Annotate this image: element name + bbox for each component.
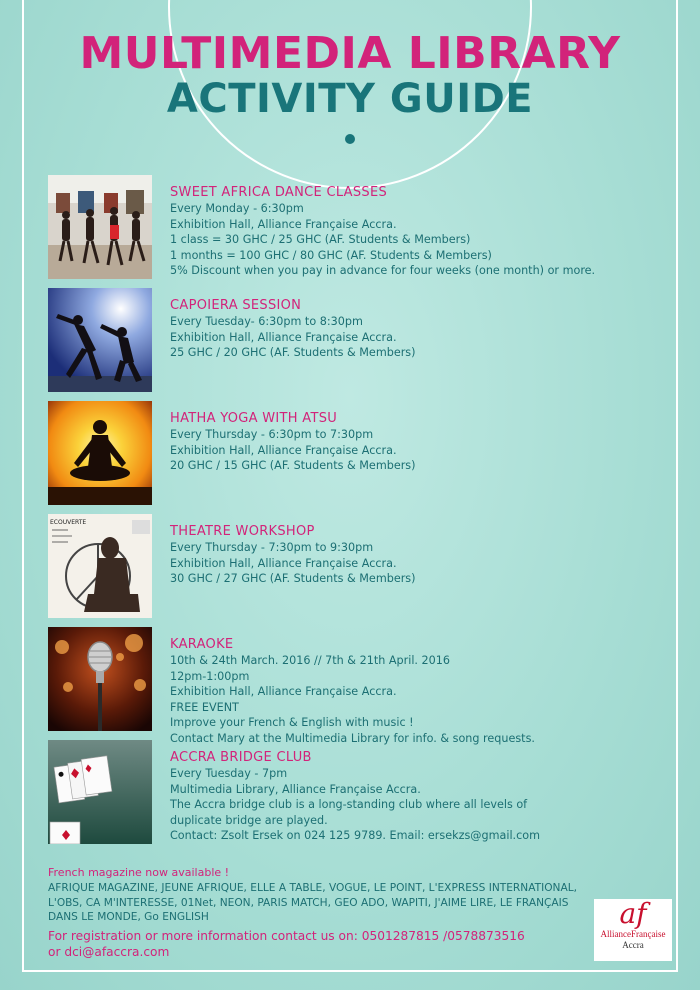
event-dates: 10th & 24th March. 2016 // 7th & 21th April. 2016 bbox=[170, 654, 451, 667]
event-yoga bbox=[48, 401, 668, 505]
logo-name: AllianceFrançaise bbox=[600, 929, 666, 939]
event-note: Improve your French & English with music ! bbox=[170, 716, 414, 730]
event-title: THEATRE WORKSHOP bbox=[170, 524, 315, 539]
event-price: 1 class = 30 GHC / 25 GHC (AF. Students & Members) bbox=[170, 233, 471, 247]
event-location: Multimedia Library, Alliance Française Accra. bbox=[170, 782, 421, 796]
logo-mark: af bbox=[619, 897, 647, 930]
event-location: Exhibition Hall, Alliance Française Accra. bbox=[170, 443, 397, 457]
event-price: 25 GHC / 20 GHC (AF. Students & Members) bbox=[170, 346, 416, 360]
event-contact: Contact Mary at the Multimedia Library for info. & song requests. bbox=[170, 731, 535, 745]
magazine-list: AFRIQUE MAGAZINE, JEUNE AFRIQUE, ELLE A TABLE, VOGUE, LE POINT, L'EXPRESS INTERNATIONAL, L'OBS, CA M'INTERESSE, 01Net, NEON, PARIS MATCH, GEO ADO, WAPITI, J'AIME LIRE, LE FRANÇAIS DANS LE MONDE, Go ENGLISH bbox=[48, 882, 577, 923]
event-contact: Contact: Zsolt Ersek on 024 125 9789. Email: ersekzs@gmail.com bbox=[170, 829, 540, 843]
header-dot bbox=[345, 134, 355, 144]
event-note: 5% Discount when you pay in advance for four weeks (one month) or more. bbox=[170, 264, 596, 278]
event-description: The Accra bridge club is a long-standing club where all levels of bbox=[170, 798, 528, 812]
event-title: HATHA YOGA WITH ATSU bbox=[170, 411, 338, 426]
event-schedule: Every Tuesday - 7pm bbox=[170, 767, 288, 780]
event-price: 20 GHC / 15 GHC (AF. Students & Members) bbox=[170, 459, 416, 473]
event-price: 30 GHC / 27 GHC (AF. Students & Members) bbox=[170, 572, 416, 586]
poster-text: ECOUVERTE bbox=[50, 519, 87, 526]
contact-info bbox=[48, 928, 588, 960]
event-theatre bbox=[48, 514, 668, 618]
capoeira-photo bbox=[48, 288, 152, 392]
event-karaoke bbox=[48, 627, 668, 745]
playing-cards-photo bbox=[48, 740, 152, 844]
event-location: Exhibition Hall, Alliance Française Accra. bbox=[170, 556, 397, 570]
microphone-photo bbox=[48, 627, 152, 731]
page-subtitle: ACTIVITY GUIDE bbox=[166, 76, 534, 122]
theatre-poster bbox=[48, 514, 152, 618]
event-capoeira bbox=[48, 288, 668, 392]
contact-email: or dci@afaccra.com bbox=[48, 945, 170, 959]
event-location: Exhibition Hall, Alliance Française Accra. bbox=[170, 217, 397, 231]
logo-city: Accra bbox=[622, 940, 644, 950]
page-title: MULTIMEDIA LIBRARY bbox=[79, 28, 621, 79]
event-schedule: Every Thursday - 7:30pm to 9:30pm bbox=[170, 541, 374, 554]
contact-phone: For registration or more information contact us on: 0501287815 /0578873516 bbox=[48, 929, 525, 943]
event-title: SWEET AFRICA DANCE CLASSES bbox=[170, 185, 388, 200]
event-schedule: Every Tuesday- 6:30pm to 8:30pm bbox=[170, 315, 363, 328]
alliance-francaise-logo bbox=[594, 899, 672, 961]
dance-class-photo bbox=[48, 175, 152, 279]
event-title: ACCRA BRIDGE CLUB bbox=[170, 750, 312, 765]
event-title: KARAOKE bbox=[170, 637, 234, 652]
event-schedule: Every Thursday - 6:30pm to 7:30pm bbox=[170, 428, 374, 441]
event-price: FREE EVENT bbox=[170, 700, 239, 714]
event-title: CAPOIERA SESSION bbox=[170, 298, 302, 313]
event-price: 1 months = 100 GHC / 80 GHC (AF. Students & Members) bbox=[170, 248, 492, 262]
yoga-silhouette-photo bbox=[48, 401, 152, 505]
event-description: duplicate bridge are played. bbox=[170, 813, 328, 827]
event-location: Exhibition Hall, Alliance Française Accra. bbox=[170, 330, 397, 344]
event-dance bbox=[48, 175, 668, 279]
event-time: 12pm-1:00pm bbox=[170, 669, 250, 683]
event-location: Exhibition Hall, Alliance Française Accra. bbox=[170, 685, 397, 699]
magazine-heading: French magazine now available ! bbox=[48, 866, 230, 879]
event-bridge bbox=[48, 740, 668, 844]
event-schedule: Every Monday - 6:30pm bbox=[170, 202, 304, 215]
